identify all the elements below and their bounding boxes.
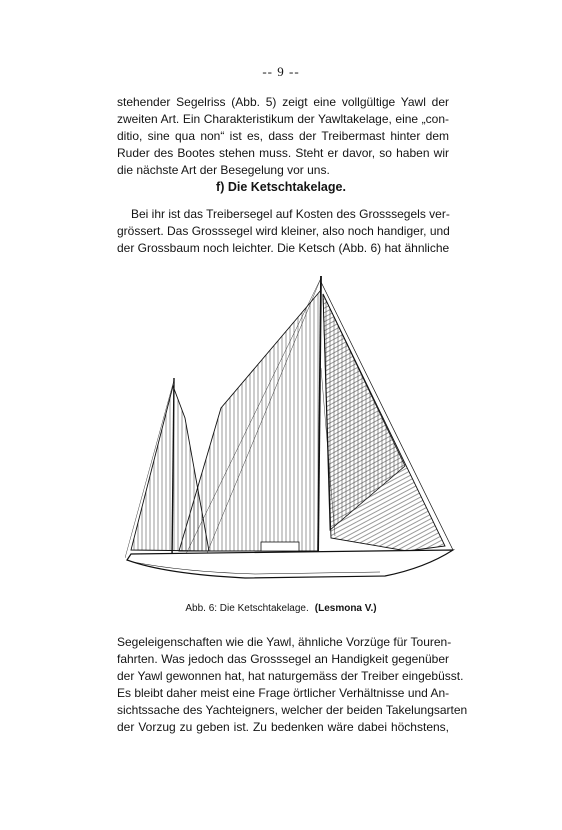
text-line: der Yawl gewonnen hat, hat naturgemäss der Treiber eingebüsst.	[117, 669, 464, 683]
text-line: zweiten Art. Ein Charakteristikum der Yawltakelage, eine „con-	[117, 112, 449, 126]
text-line: die nächste Art der Besegelung vor uns.	[117, 163, 330, 177]
text-line: der Vorzug zu geben ist. Zu bedenken wäre dabei höchstens,	[117, 720, 449, 734]
text-line: Es bleibt daher meist eine Frage örtlicher Verhältnisse und An-	[117, 686, 450, 700]
caption-text: Abb. 6: Die Ketschtakelage.	[185, 603, 309, 614]
text-line: ditio, sine qua non“ ist es, dass der Treibermast hinter dem	[117, 129, 449, 143]
text-line: Ruder des Bootes stehen muss. Steht er davor, so haben wir	[117, 146, 449, 160]
section-heading: f) Die Ketschtakelage.	[216, 180, 346, 194]
paragraph-1	[117, 94, 449, 179]
paragraph-3	[117, 634, 468, 736]
text-line: grössert. Das Grosssegel wird kleiner, also noch handiger, und	[117, 224, 450, 238]
text-line: Bei ihr ist das Treibersegel auf Kosten des Grosssegels ver-	[131, 207, 450, 221]
text-line: fahrten. Was jedoch das Grosssegel an Handigkeit gegenüber	[117, 652, 449, 666]
text-line: Segeleigenschaften wie die Yawl, ähnliche Vorzüge für Touren-	[117, 635, 452, 649]
text-line: der Grossbaum noch leichter. Die Ketsch (Abb. 6) hat ähnliche	[117, 241, 450, 255]
paragraph-2	[117, 206, 449, 257]
boat-name: (Lesmona V.)	[314, 603, 377, 614]
figure-caption	[0, 603, 562, 614]
jib-sail	[323, 294, 445, 551]
ketch-illustration	[125, 268, 455, 590]
page-number: -- 9 --	[262, 64, 300, 79]
mizzen-sail	[131, 386, 209, 551]
text-line: sichtssache des Yachteigners, welcher der beiden Takelungsarten	[117, 703, 468, 717]
text-line: stehender Segelriss (Abb. 5) zeigt eine vollgültige Yawl der	[117, 95, 449, 109]
